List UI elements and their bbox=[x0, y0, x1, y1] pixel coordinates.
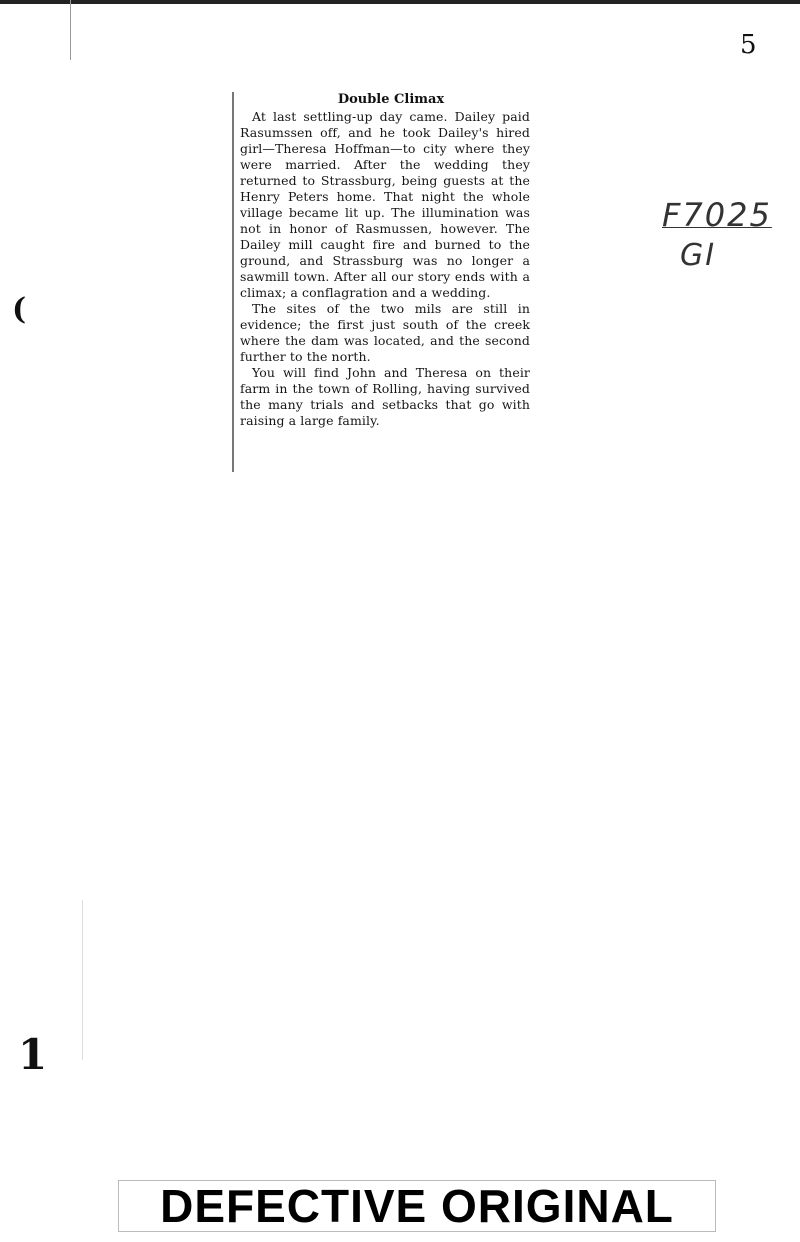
scan-edge-left-faint bbox=[82, 900, 83, 1060]
clipping-heading: Double Climax bbox=[337, 92, 445, 107]
clipping-paragraph: The sites of the two mils are still in evidence; the first just south of the creek where the dam was located, and the second further to the north. bbox=[240, 301, 530, 364]
defective-original-stamp bbox=[118, 1180, 716, 1232]
newspaper-clipping bbox=[232, 92, 532, 472]
scan-edge-top bbox=[0, 0, 800, 4]
clipping-body bbox=[234, 109, 532, 429]
stamp-text: DEFECTIVE ORIGINAL bbox=[160, 1180, 674, 1232]
clipping-paragraph: You will find John and Theresa on their farm in the town of Rolling, having survived the many trials and setbacks that go with raising a large family. bbox=[240, 365, 530, 428]
page-number: 5 bbox=[740, 30, 757, 60]
handwritten-note-2: GI bbox=[680, 238, 717, 273]
handwritten-note-1: F7025 bbox=[662, 196, 772, 234]
clipping-paragraph: At last settling-up day came. Dailey paid Rasumssen off, and he took Dailey's hired girl—Theresa Hoffman—to city where they were married. After the wedding they returned to Strassburg, being guests at the Henry Peters home. That night the whole village became lit up. The illumination was not in honor of Rasmussen, however. The Dailey mill caught fire and burned to the ground, and Strassburg was no longer a sawmill town. After all our story ends with a climax; a conflagration and a wedding. bbox=[240, 109, 530, 300]
margin-mark-bottom: 1 bbox=[18, 1030, 48, 1079]
scan-edge-left bbox=[70, 0, 71, 60]
margin-mark-top: ( bbox=[12, 292, 27, 327]
